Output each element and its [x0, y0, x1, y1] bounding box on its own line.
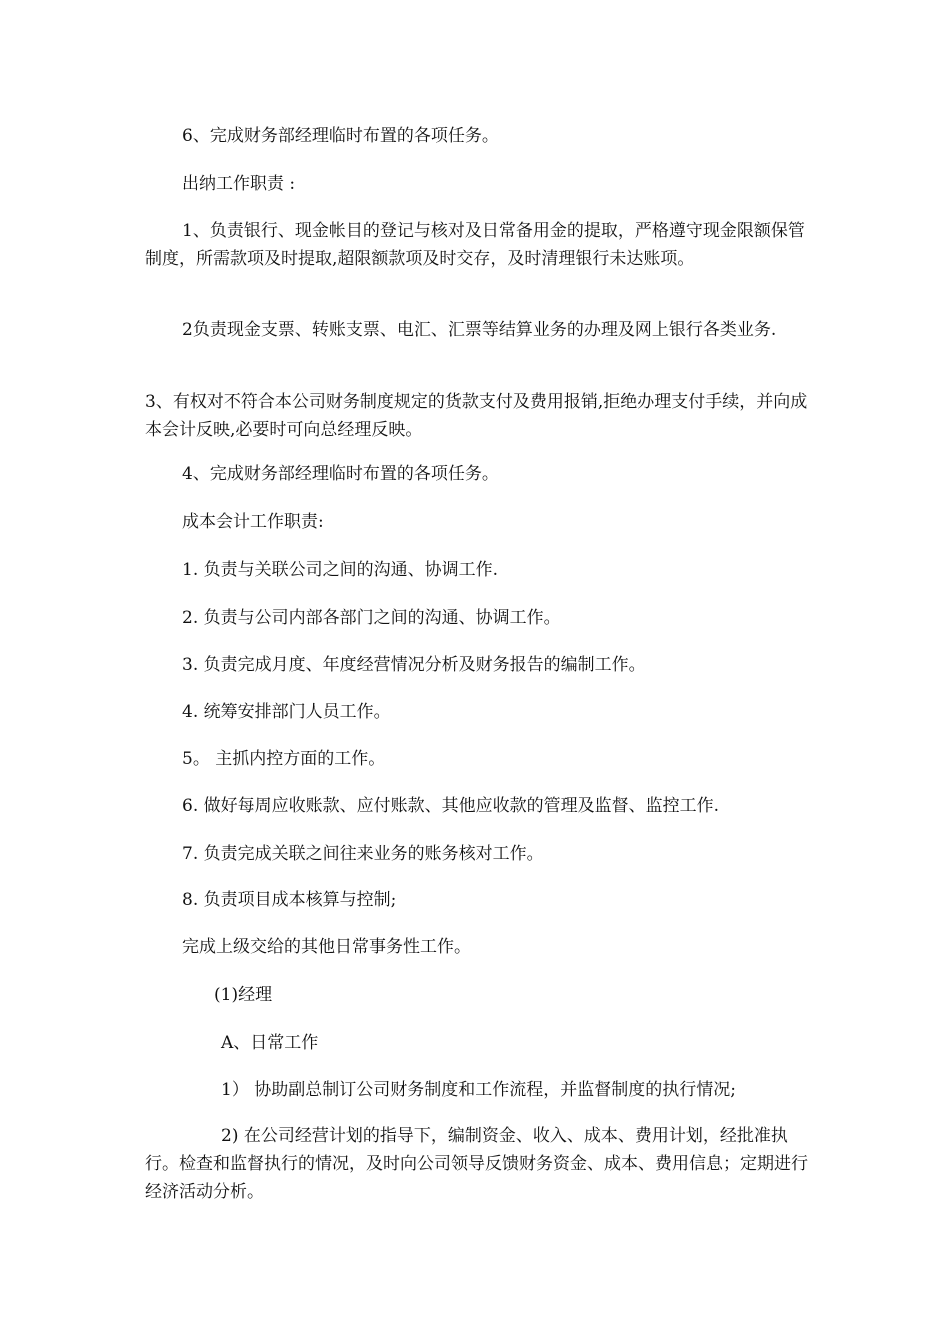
paragraph-cashier-3: 3、有权对不符合本公司财务制度规定的货款支付及费用报销,拒绝办理支付手续，并向成本会计反映,必要时可向总经理反映。 [145, 392, 808, 440]
paragraph-cashier-2: 2负责现金支票、转账支票、电汇、汇票等结算业务的办理及网上银行各类业务. [182, 320, 777, 340]
paragraph-task-6: 6、完成财务部经理临时布置的各项任务。 [182, 126, 499, 146]
list-item-cost-5: 5。 主抓内控方面的工作。 [182, 749, 386, 769]
heading-cost-accountant-duties: 成本会计工作职责: [182, 512, 324, 532]
paragraph-cashier-4: 4、完成财务部经理临时布置的各项任务。 [182, 464, 499, 484]
list-item-cost-3: 3. 负责完成月度、年度经营情况分析及财务报告的编制工作。 [182, 655, 646, 675]
list-item-cost-8: 8. 负责项目成本核算与控制; [182, 890, 397, 910]
list-item-cost-2: 2. 负责与公司内部各部门之间的沟通、协调工作。 [182, 608, 561, 628]
list-item-cost-4: 4. 统筹安排部门人员工作。 [182, 702, 391, 722]
heading-daily-work: A、日常工作 [221, 1033, 319, 1053]
paragraph-cashier-1: 1、负责银行、现金帐目的登记与核对及日常备用金的提取，严格遵守现金限额保管制度，所需款项及时提取,超限额款项及时交存，及时清理银行未达账项。 [145, 221, 805, 269]
heading-manager: (1)经理 [214, 985, 273, 1005]
list-item-cost-7: 7. 负责完成关联之间往来业务的账务核对工作。 [182, 844, 544, 864]
paragraph-other-duties: 完成上级交给的其他日常事务性工作。 [182, 937, 471, 957]
list-item-cost-6: 6. 做好每周应收账款、应付账款、其他应收款的管理及监督、监控工作. [182, 796, 720, 816]
list-item-cost-1: 1. 负责与关联公司之间的沟通、协调工作. [182, 560, 499, 580]
paragraph-manager-2: 2) 在公司经营计划的指导下，编制资金、收入、成本、费用计划，经批准执行。检查和监督执行的情况，及时向公司领导反馈财务资金、成本、费用信息；定期进行经济活动分析。 [145, 1126, 808, 1202]
paragraph-manager-1: 1） 协助副总制订公司财务制度和工作流程，并监督制度的执行情况; [221, 1080, 736, 1100]
heading-cashier-duties: 出纳工作职责 : [182, 174, 296, 194]
